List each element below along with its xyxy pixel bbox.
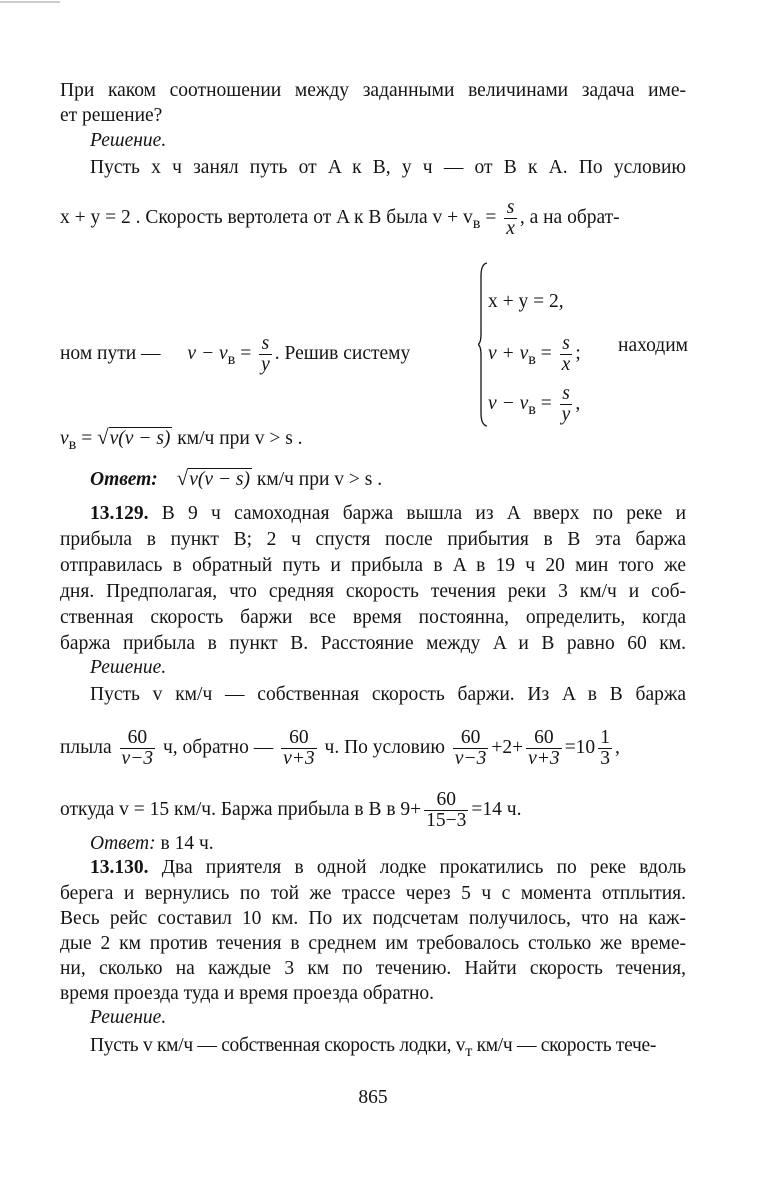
fraction-s-over-x: $\frac{s}{x}$ (506, 197, 515, 239)
problem-text-line: При каком соотношении между заданными величинами задача име- (60, 80, 686, 101)
problem-text-line: ни, сколько на каждые 3 км по течению. Найти скорость течения, (60, 958, 686, 979)
solution-text-line: Пусть v км/ч — собственная скорость баржи. Из A в B баржа (90, 684, 686, 705)
solution-text-word: находим (618, 335, 688, 356)
solution-heading: Решение. (90, 1007, 167, 1028)
problem-text-line: 13.129. В 9 ч самоходная баржа вышла из A вверх по реке и (90, 503, 686, 524)
radical-sign: √ (176, 466, 189, 490)
system-equation-2: $v + v_в$ = $\frac{s}{x}$ ; (488, 333, 581, 375)
solution-result-line: $v_в = √v(v - s)$ км/ч при v > s . (60, 425, 303, 453)
fraction: $\frac{1}{3}$ (600, 727, 610, 769)
solution-formula-line: ном пути — $v - v_в$ = $\frac{s}{y}$ . Решив систему (60, 333, 411, 375)
problem-text-line: баржа прибыла в пункт B. Расстояние между A и B равно 60 км. (60, 633, 686, 654)
problem-text-line: 13.130. Два приятеля в одной лодке прокатились по реке вдоль (90, 857, 686, 878)
radical-sign: √ (97, 425, 109, 449)
problem-number: 13.129. (90, 503, 149, 524)
solution-heading: Решение. (90, 130, 167, 151)
problem-text-line: берега и вернулись по той же трассе через 5 ч с момента отплытия. (60, 883, 686, 904)
problem-text-line: ственная скорость баржи все время постоянна, определить, когда (60, 607, 686, 628)
solution-formula-line: x + y = 2 . Скорость вертолета от A к B была $v + v_в$ = $\frac{s}{x}$ , а на обрат- (60, 197, 620, 239)
fraction: $\frac{60}{v-3}$ (454, 727, 487, 769)
system-brace (478, 262, 488, 427)
solution-heading: Решение. (90, 657, 167, 678)
fraction: $\frac{60}{v+3}$ (528, 727, 560, 769)
solution-formula-line: плыла $\frac{60}{v-3}$ ч, обратно — $\frac{60}{v+3}$ ч. По условию $\frac{60}{v-3}$ +2+ $\frac{60}{v+3}$ =10 $\frac{1}{3}$ , (60, 727, 620, 769)
system-equation-3: $v - v_в$ = $\frac{s}{y}$ , (488, 383, 581, 425)
problem-text-line: отправилась в обратный путь и прибыла в A в 19 ч 20 мин того же (60, 555, 686, 576)
fraction: $\frac{60}{v-3}$ (121, 727, 154, 769)
problem-text-line: Весь рейс составил 10 км. По их подсчетам получилось, что на каж- (60, 908, 686, 929)
problem-number: 13.130. (90, 857, 149, 878)
fraction: $\frac{60}{v+3}$ (283, 727, 315, 769)
scan-corner-mark (0, 0, 60, 5)
problem-text-line: прибыла в пункт B; 2 ч спустя после прибытия в B эта баржа (60, 529, 686, 550)
page-number: 865 (358, 1087, 388, 1108)
fraction-s-over-y: $\frac{s}{y}$ (261, 333, 270, 375)
answer-line: Ответ: в 14 ч. (90, 833, 214, 854)
solution-text-line: Пусть x ч занял путь от A к B, y ч — от B к A. По условию (90, 157, 686, 178)
solution-formula-line: откуда v = 15 км/ч. Баржа прибыла в B в 9+ $\frac{60}{15-3}$ =14 ч. (60, 789, 522, 831)
problem-text-line: ет решение? (60, 105, 163, 126)
problem-text-line: время проезда туда и время проезда обратно. (60, 983, 435, 1004)
problem-text-line: дня. Предполагая, что средняя скорость течения реки 3 км/ч и соб- (60, 581, 686, 602)
problem-text-line: дые 2 км против течения в среднем им требовалось столько же време- (60, 933, 686, 954)
solution-text-line: Пусть v км/ч — собственная скорость лодки, $v_т$ км/ч — скорость тече- (90, 1035, 657, 1060)
fraction: $\frac{60}{15-3}$ (426, 789, 467, 831)
system-equation-1: x + y = 2, (488, 291, 564, 312)
answer-line: Ответ: √v(v − s) км/ч при v > s . (90, 466, 383, 490)
